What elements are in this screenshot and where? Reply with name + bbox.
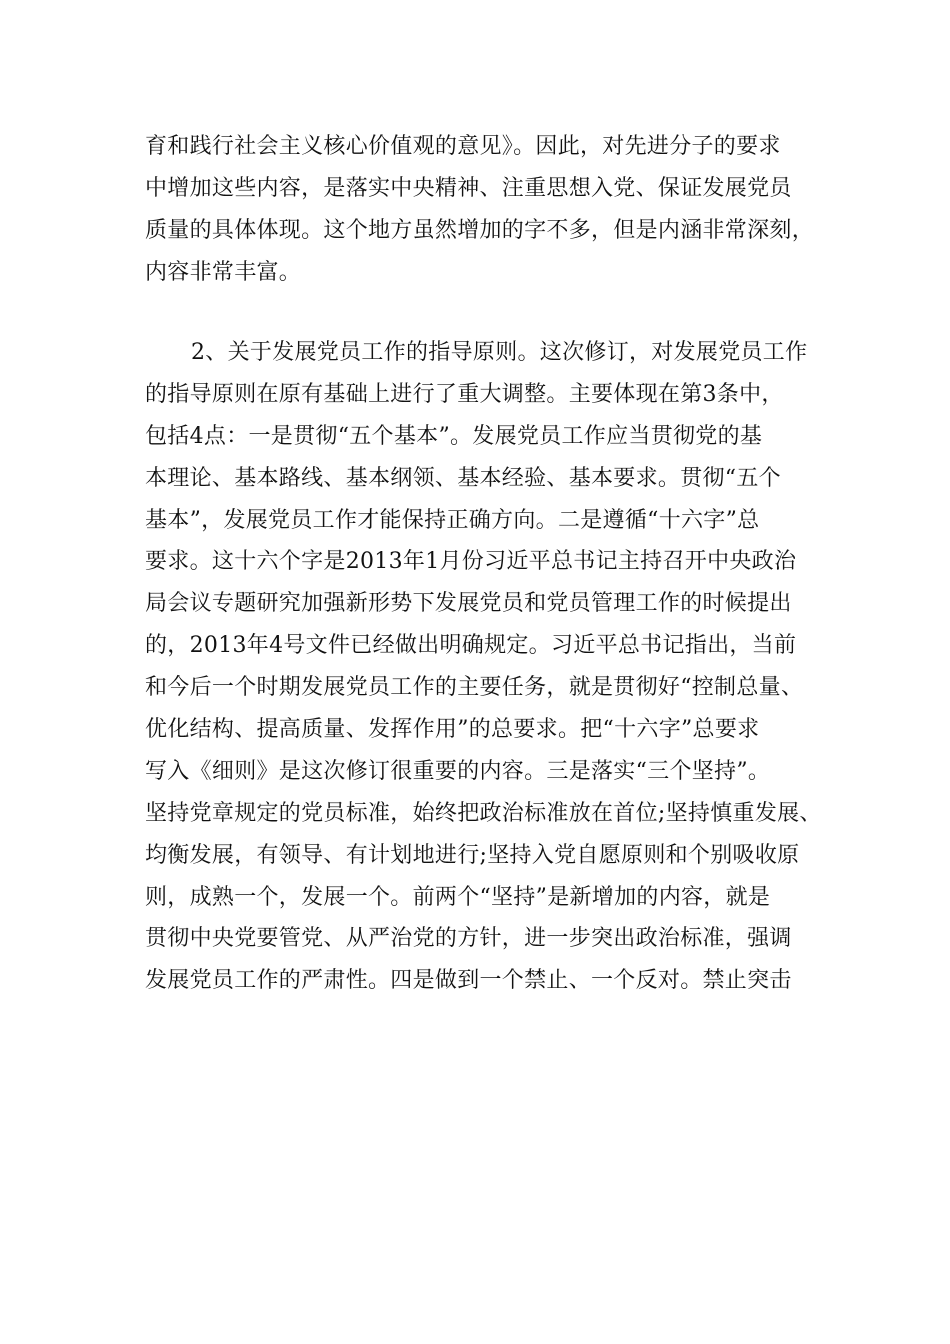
paragraph-line: 2、关于发展党员工作的指导原则。这次修订，对发展党员工作 — [191, 340, 808, 365]
paragraph-line: 贯彻中央党要管党、从严治党的方针，进一步突出政治标准，强调 — [145, 926, 792, 952]
paragraph-line: 内容非常丰富。 — [145, 259, 302, 285]
paragraph-line: 发展党员工作的严肃性。四是做到一个禁止、一个反对。禁止突击 — [145, 968, 792, 994]
paragraph-line: 坚持党章规定的党员标准，始终把政治标准放在首位;坚持慎重发展、 — [145, 800, 822, 826]
paragraph-line: 质量的具体体现。这个地方虽然增加的字不多，但是内涵非常深刻， — [145, 217, 815, 243]
paragraph-line: 包括4点：一是贯彻“五个基本”。发展党员工作应当贯彻党的基 — [145, 423, 763, 449]
paragraph-line: 则，成熟一个，发展一个。前两个“坚持”是新增加的内容，就是 — [145, 884, 771, 910]
paragraph-line: 均衡发展，有领导、有计划地进行;坚持入党自愿原则和个别吸收原 — [145, 842, 800, 868]
paragraph-line: 优化结构、提高质量、发挥作用”的总要求。把“十六字”总要求 — [145, 717, 760, 743]
paragraph-1 — [145, 126, 815, 294]
paragraph-line: 基本”，发展党员工作才能保持正确方向。二是遵循“十六字”总 — [145, 507, 760, 533]
paragraph-line: 和今后一个时期发展党员工作的主要任务，就是贯彻好“控制总量、 — [145, 675, 804, 701]
paragraph-line: 本理论、基本路线、基本纲领、基本经验、基本要求。贯彻“五个 — [145, 465, 781, 491]
paragraph-line: 的，2013年4号文件已经做出明确规定。习近平总书记指出，当前 — [145, 633, 797, 659]
paragraph-line: 中增加这些内容，是落实中央精神、注重思想入党、保证发展党员 — [145, 175, 792, 201]
paragraph-line: 写入《细则》是这次修订很重要的内容。三是落实“三个坚持”。 — [145, 758, 771, 784]
paragraph-line: 的指导原则在原有基础上进行了重大调整。主要体现在第3条中， — [145, 381, 784, 407]
paragraph-line: 要求。这十六个字是2013年1月份习近平总书记主持召开中央政治 — [145, 549, 797, 575]
paragraph-line: 育和践行社会主义核心价值观的意见》。因此，对先进分子的要求 — [145, 134, 781, 159]
paragraph-line: 局会议专题研究加强新形势下发展党员和党员管理工作的时候提出 — [145, 591, 792, 617]
paragraph-2 — [145, 332, 822, 1002]
